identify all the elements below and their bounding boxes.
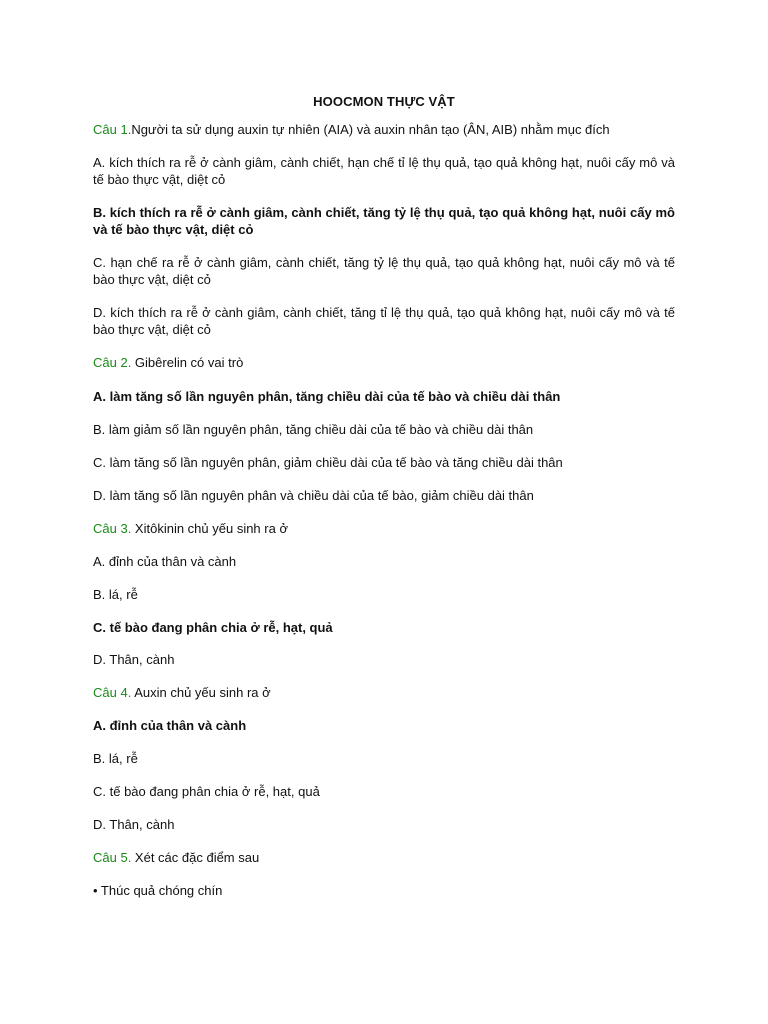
question-2-text: Gibêrelin có vai trò — [131, 355, 244, 370]
question-3 — [93, 520, 675, 537]
document-title: HOOCMON THỰC VẬT — [313, 94, 455, 109]
question-3-option-b: B. lá, rễ — [93, 587, 138, 602]
question-3-option-c: C. tế bào đang phân chia ở rễ, hạt, quả — [93, 620, 333, 635]
question-5-text: Xét các đặc điểm sau — [131, 850, 260, 865]
question-3-text: Xitôkinin chủ yếu sinh ra ở — [131, 521, 288, 536]
question-1-option-c: C. hạn chế ra rễ ở cành giâm, cành chiết, tăng tỷ lệ thụ quả, tạo quả không hạt, nuôi cấy mô và tế bào thực vật, diệt cỏ — [93, 255, 675, 287]
question-4-option-b: B. lá, rễ — [93, 751, 138, 766]
question-4-text: Auxin chủ yếu sinh ra ở — [131, 685, 271, 700]
question-1-label: Câu 1. — [93, 122, 132, 137]
question-5-label: Câu 5. — [93, 850, 132, 865]
question-4 — [93, 684, 675, 701]
question-4-option-c: C. tế bào đang phân chia ở rễ, hạt, quả — [93, 784, 320, 799]
question-2-option-a: A. làm tăng số lần nguyên phân, tăng chiều dài của tế bào và chiều dài thân — [93, 389, 561, 404]
question-2-label: Câu 2. — [93, 355, 132, 370]
question-4-option-d: D. Thân, cành — [93, 817, 175, 832]
question-2-option-c: C. làm tăng số lần nguyên phân, giảm chiều dài của tế bào và tăng chiều dài thân — [93, 455, 563, 470]
question-5-bullet-1: • Thúc quả chóng chín — [93, 883, 223, 898]
question-2 — [93, 354, 675, 371]
question-1-option-b: B. kích thích ra rễ ở cành giâm, cành chiết, tăng tỷ lệ thụ quả, tạo quả không hạt, nuôi cấy mô và tế bào thực vật, diệt cỏ — [93, 205, 675, 237]
question-4-option-a: A. đỉnh của thân và cành — [93, 718, 247, 733]
question-3-option-a: A. đỉnh của thân và cành — [93, 554, 237, 569]
question-2-option-d: D. làm tăng số lần nguyên phân và chiều dài của tế bào, giảm chiều dài thân — [93, 488, 534, 503]
question-1-option-a: A. kích thích ra rễ ở cành giâm, cành chiết, hạn chế tỉ lệ thụ quả, tạo quả không hạt, nuôi cấy mô và tế bào thực vật, diệt cỏ — [93, 155, 675, 187]
question-5 — [93, 849, 675, 866]
question-1 — [93, 121, 675, 138]
question-1-text: Người ta sử dụng auxin tự nhiên (AIA) và auxin nhân tạo (ÂN, AIB) nhằm mục đích — [131, 122, 610, 137]
question-3-option-d: D. Thân, cành — [93, 652, 175, 667]
question-4-label: Câu 4. — [93, 685, 132, 700]
question-3-label: Câu 3. — [93, 521, 132, 536]
question-2-option-b: B. làm giảm số lần nguyên phân, tăng chiều dài của tế bào và chiều dài thân — [93, 422, 534, 437]
question-1-option-d: D. kích thích ra rễ ở cành giâm, cành chiết, tăng tỉ lệ thụ quả, tạo quả không hạt, nuôi cấy mô và tế bào thực vật, diệt cỏ — [93, 305, 675, 337]
